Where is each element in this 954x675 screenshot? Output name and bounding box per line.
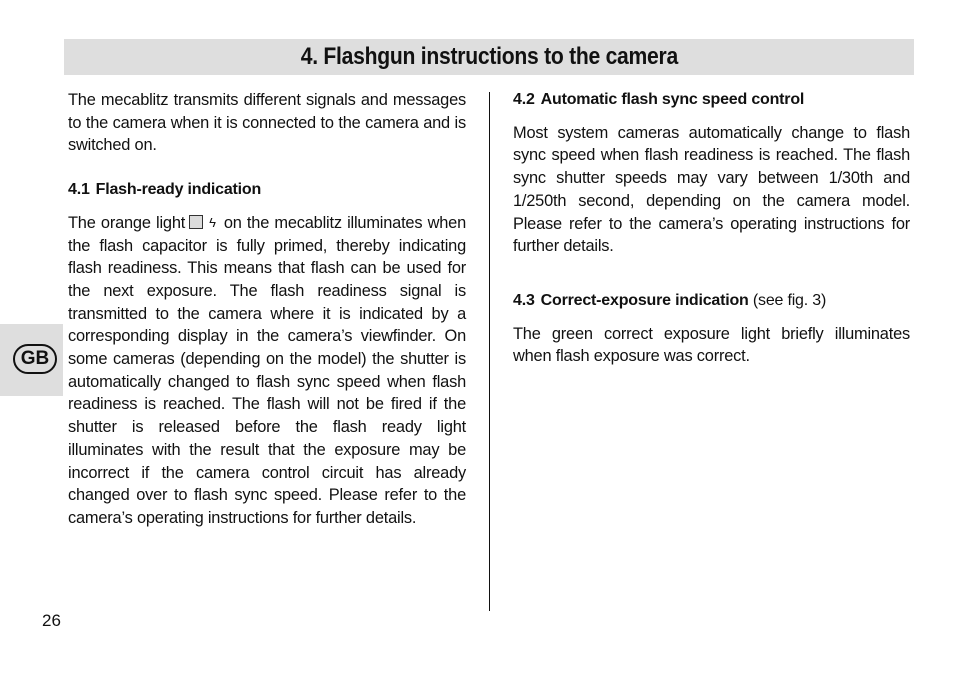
language-badge: GB <box>13 344 57 374</box>
right-column <box>513 89 910 368</box>
section-4-2-heading <box>513 89 910 112</box>
flash-bolt-icon: ϟ <box>209 214 216 230</box>
section-4-3-title: Correct-exposure indication <box>540 291 749 309</box>
section-4-2-number: 4.2 <box>513 91 535 108</box>
column-divider <box>489 92 490 611</box>
section-4-1-body <box>68 212 466 530</box>
page-title: 4. Flashgun instructions to the camera <box>300 43 678 70</box>
flash-ready-lamp-icon <box>189 215 203 229</box>
intro-paragraph: The mecablitz transmits different signals and messages to the camera when it is connected to the camera and is switched on. <box>68 91 466 155</box>
page-title-bar <box>64 39 914 75</box>
left-column <box>68 89 466 530</box>
section-4-1-text-before-icon: The orange light <box>68 213 186 232</box>
section-4-2-body: Most system cameras automatically change to flash sync speed when flash readiness is reached. The flash sync shutter speeds may vary between 1/30th and 1/250th second, depending on the camera model. Please refer to the camera’s operating instructions for further details. <box>513 123 910 256</box>
section-4-3-heading <box>513 290 910 313</box>
section-4-3-body: The green correct exposure light briefly illuminates when flash exposure was correct. <box>513 324 910 366</box>
section-4-1-text-after-icon: on the mecablitz illuminates when the flash capacitor is fully primed, thereby indicating flash readiness. This means that flash can be used for the next exposure. The flash readiness signal is transmitted to the camera where it is indicated by a corresponding display in the camera’s viewfinder. On some cameras (depending on the model) the shutter is automatically changed to flash sync speed when flash readiness is reached. The flash will not be fired if the shutter is released before the flash ready light illuminates with the result that the exposure may be incorrect if the camera control circuit has already changed over to flash sync speed. Please refer to the camera’s operating instructions for further details. <box>68 213 466 527</box>
section-4-3-reference: (see fig. 3) <box>752 291 827 309</box>
section-4-1-number: 4.1 <box>68 181 90 199</box>
language-tab <box>0 324 63 396</box>
section-4-1-heading <box>68 179 466 202</box>
section-4-2-title: Automatic flash sync speed control <box>540 91 805 108</box>
section-4-1-title: Flash-ready indication <box>95 181 262 199</box>
section-4-3-number: 4.3 <box>513 291 535 309</box>
page-number: 26 <box>42 611 61 630</box>
